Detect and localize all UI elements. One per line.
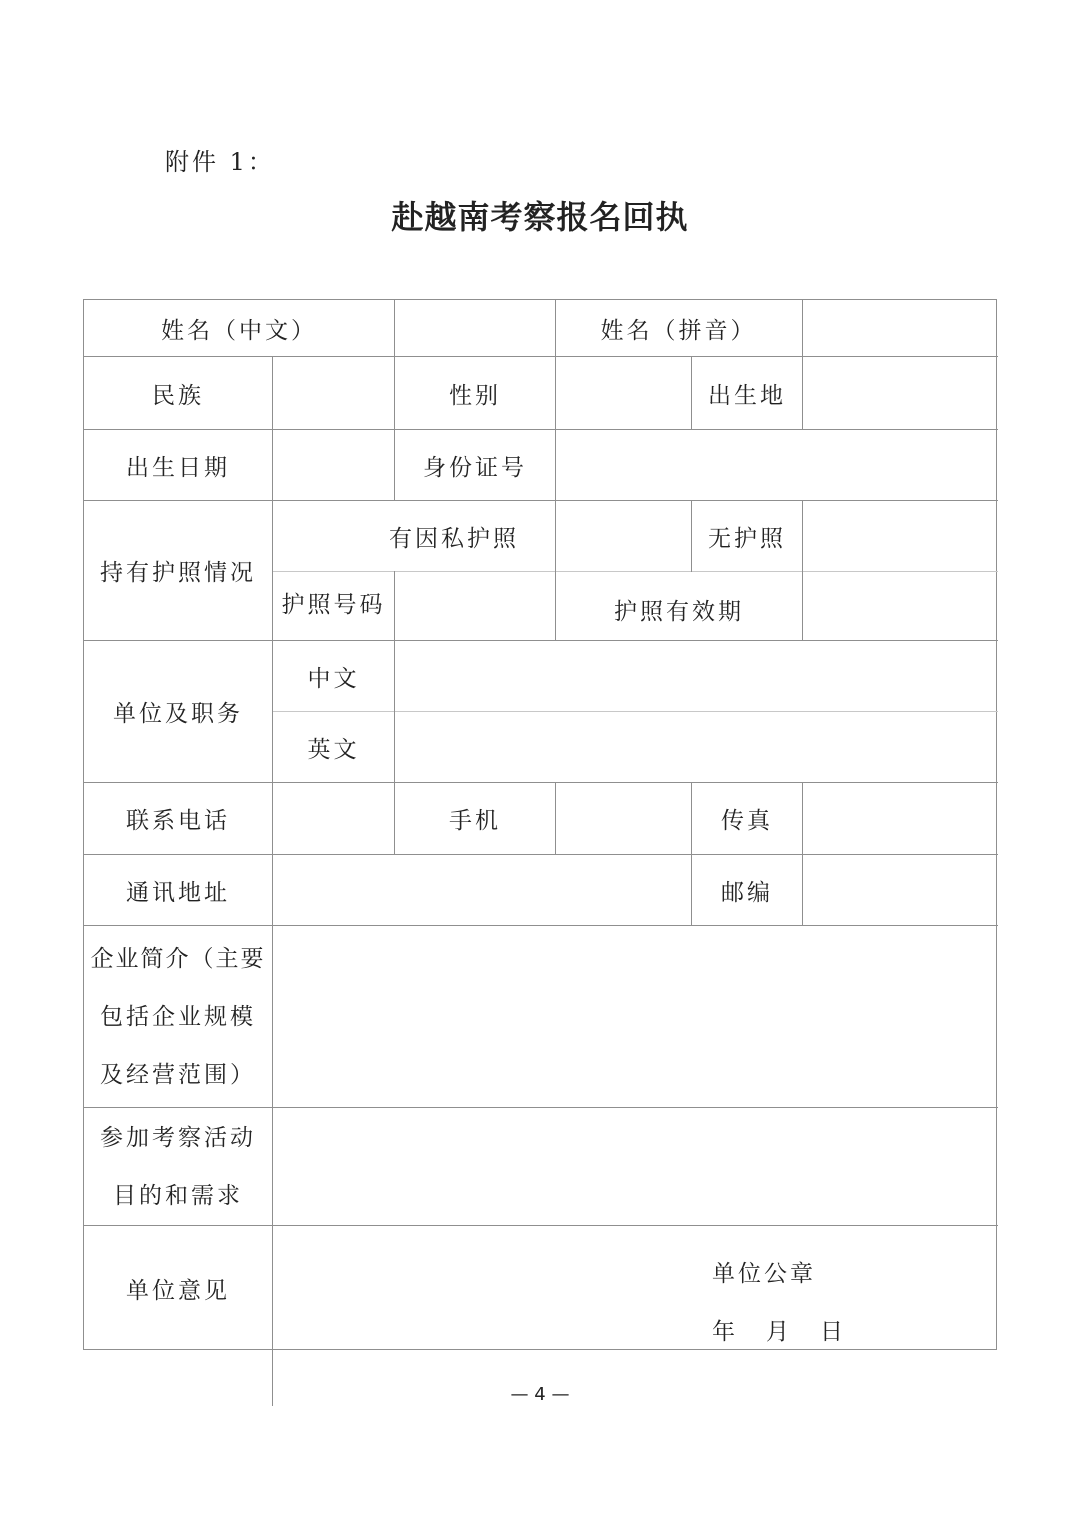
label-birth-date: 出生日期 (126, 454, 230, 481)
label-gender: 性别 (449, 382, 501, 409)
field-id-number[interactable] (556, 430, 998, 500)
label-fax: 传真 (721, 808, 773, 834)
label-name-pinyin: 姓名（拼音） (600, 317, 757, 344)
field-company-intro[interactable] (273, 926, 998, 1107)
field-ethnicity[interactable] (273, 357, 394, 429)
label-company-position: 单位及职务 (113, 701, 243, 727)
date-month: 月 (766, 1319, 789, 1345)
field-passport-validity[interactable] (803, 572, 998, 640)
label-passport-status: 持有护照情况 (100, 560, 256, 586)
field-company-en[interactable] (395, 712, 998, 782)
field-birthplace[interactable] (803, 357, 998, 429)
label-company-intro (84, 926, 272, 1107)
date-year: 年 (712, 1319, 735, 1345)
label-postcode: 邮编 (721, 879, 773, 906)
field-address[interactable] (273, 855, 691, 925)
field-name-cn[interactable] (395, 300, 555, 356)
field-no-passport[interactable] (803, 501, 998, 571)
purpose-line: 目的和需求 (113, 1182, 243, 1209)
company-intro-line: 及经营范围） (100, 1061, 256, 1088)
label-chinese: 中文 (307, 665, 360, 692)
field-has-private-passport[interactable] (556, 501, 691, 571)
registration-form-table (83, 299, 997, 1350)
label-birthplace: 出生地 (708, 382, 786, 409)
seal-block (712, 1245, 843, 1361)
label-company-opinion: 单位意见 (126, 1277, 230, 1304)
label-phone: 联系电话 (126, 808, 230, 834)
label-address: 通讯地址 (126, 879, 230, 906)
label-name-cn: 姓名（中文） (161, 317, 317, 344)
field-company-cn[interactable] (395, 641, 998, 711)
field-purpose[interactable] (273, 1108, 998, 1225)
label-has-private-passport: 有因私护照 (389, 525, 519, 552)
label-passport-number: 护照号码 (281, 591, 386, 618)
field-postcode[interactable] (803, 855, 998, 925)
page-title: 赴越南考察报名回执 (391, 198, 689, 236)
field-fax[interactable] (803, 783, 998, 854)
label-id-number: 身份证号 (423, 454, 527, 481)
label-no-passport: 无护照 (708, 525, 786, 552)
purpose-line: 参加考察活动 (100, 1124, 256, 1151)
label-purpose (84, 1108, 272, 1225)
label-passport-validity: 护照有效期 (614, 598, 744, 625)
company-seal-label: 单位公章 (712, 1261, 816, 1287)
label-english: 英文 (307, 736, 360, 763)
company-intro-line: 企业简介（主要 (90, 945, 266, 972)
field-company-opinion[interactable] (273, 1226, 998, 1350)
label-ethnicity: 民族 (152, 382, 204, 409)
company-intro-line: 包括企业规模 (100, 1003, 256, 1030)
attachment-label: 附件 1： (165, 148, 275, 176)
date-line (712, 1303, 843, 1361)
field-name-pinyin[interactable] (803, 300, 998, 356)
field-phone[interactable] (273, 783, 394, 854)
field-passport-number[interactable] (395, 572, 555, 640)
label-mobile: 手机 (449, 808, 501, 834)
field-birth-date[interactable] (273, 430, 394, 500)
field-gender[interactable] (556, 357, 691, 429)
page-number: — 4 — (510, 1384, 570, 1405)
field-mobile[interactable] (556, 783, 691, 854)
date-day: 日 (820, 1319, 843, 1345)
